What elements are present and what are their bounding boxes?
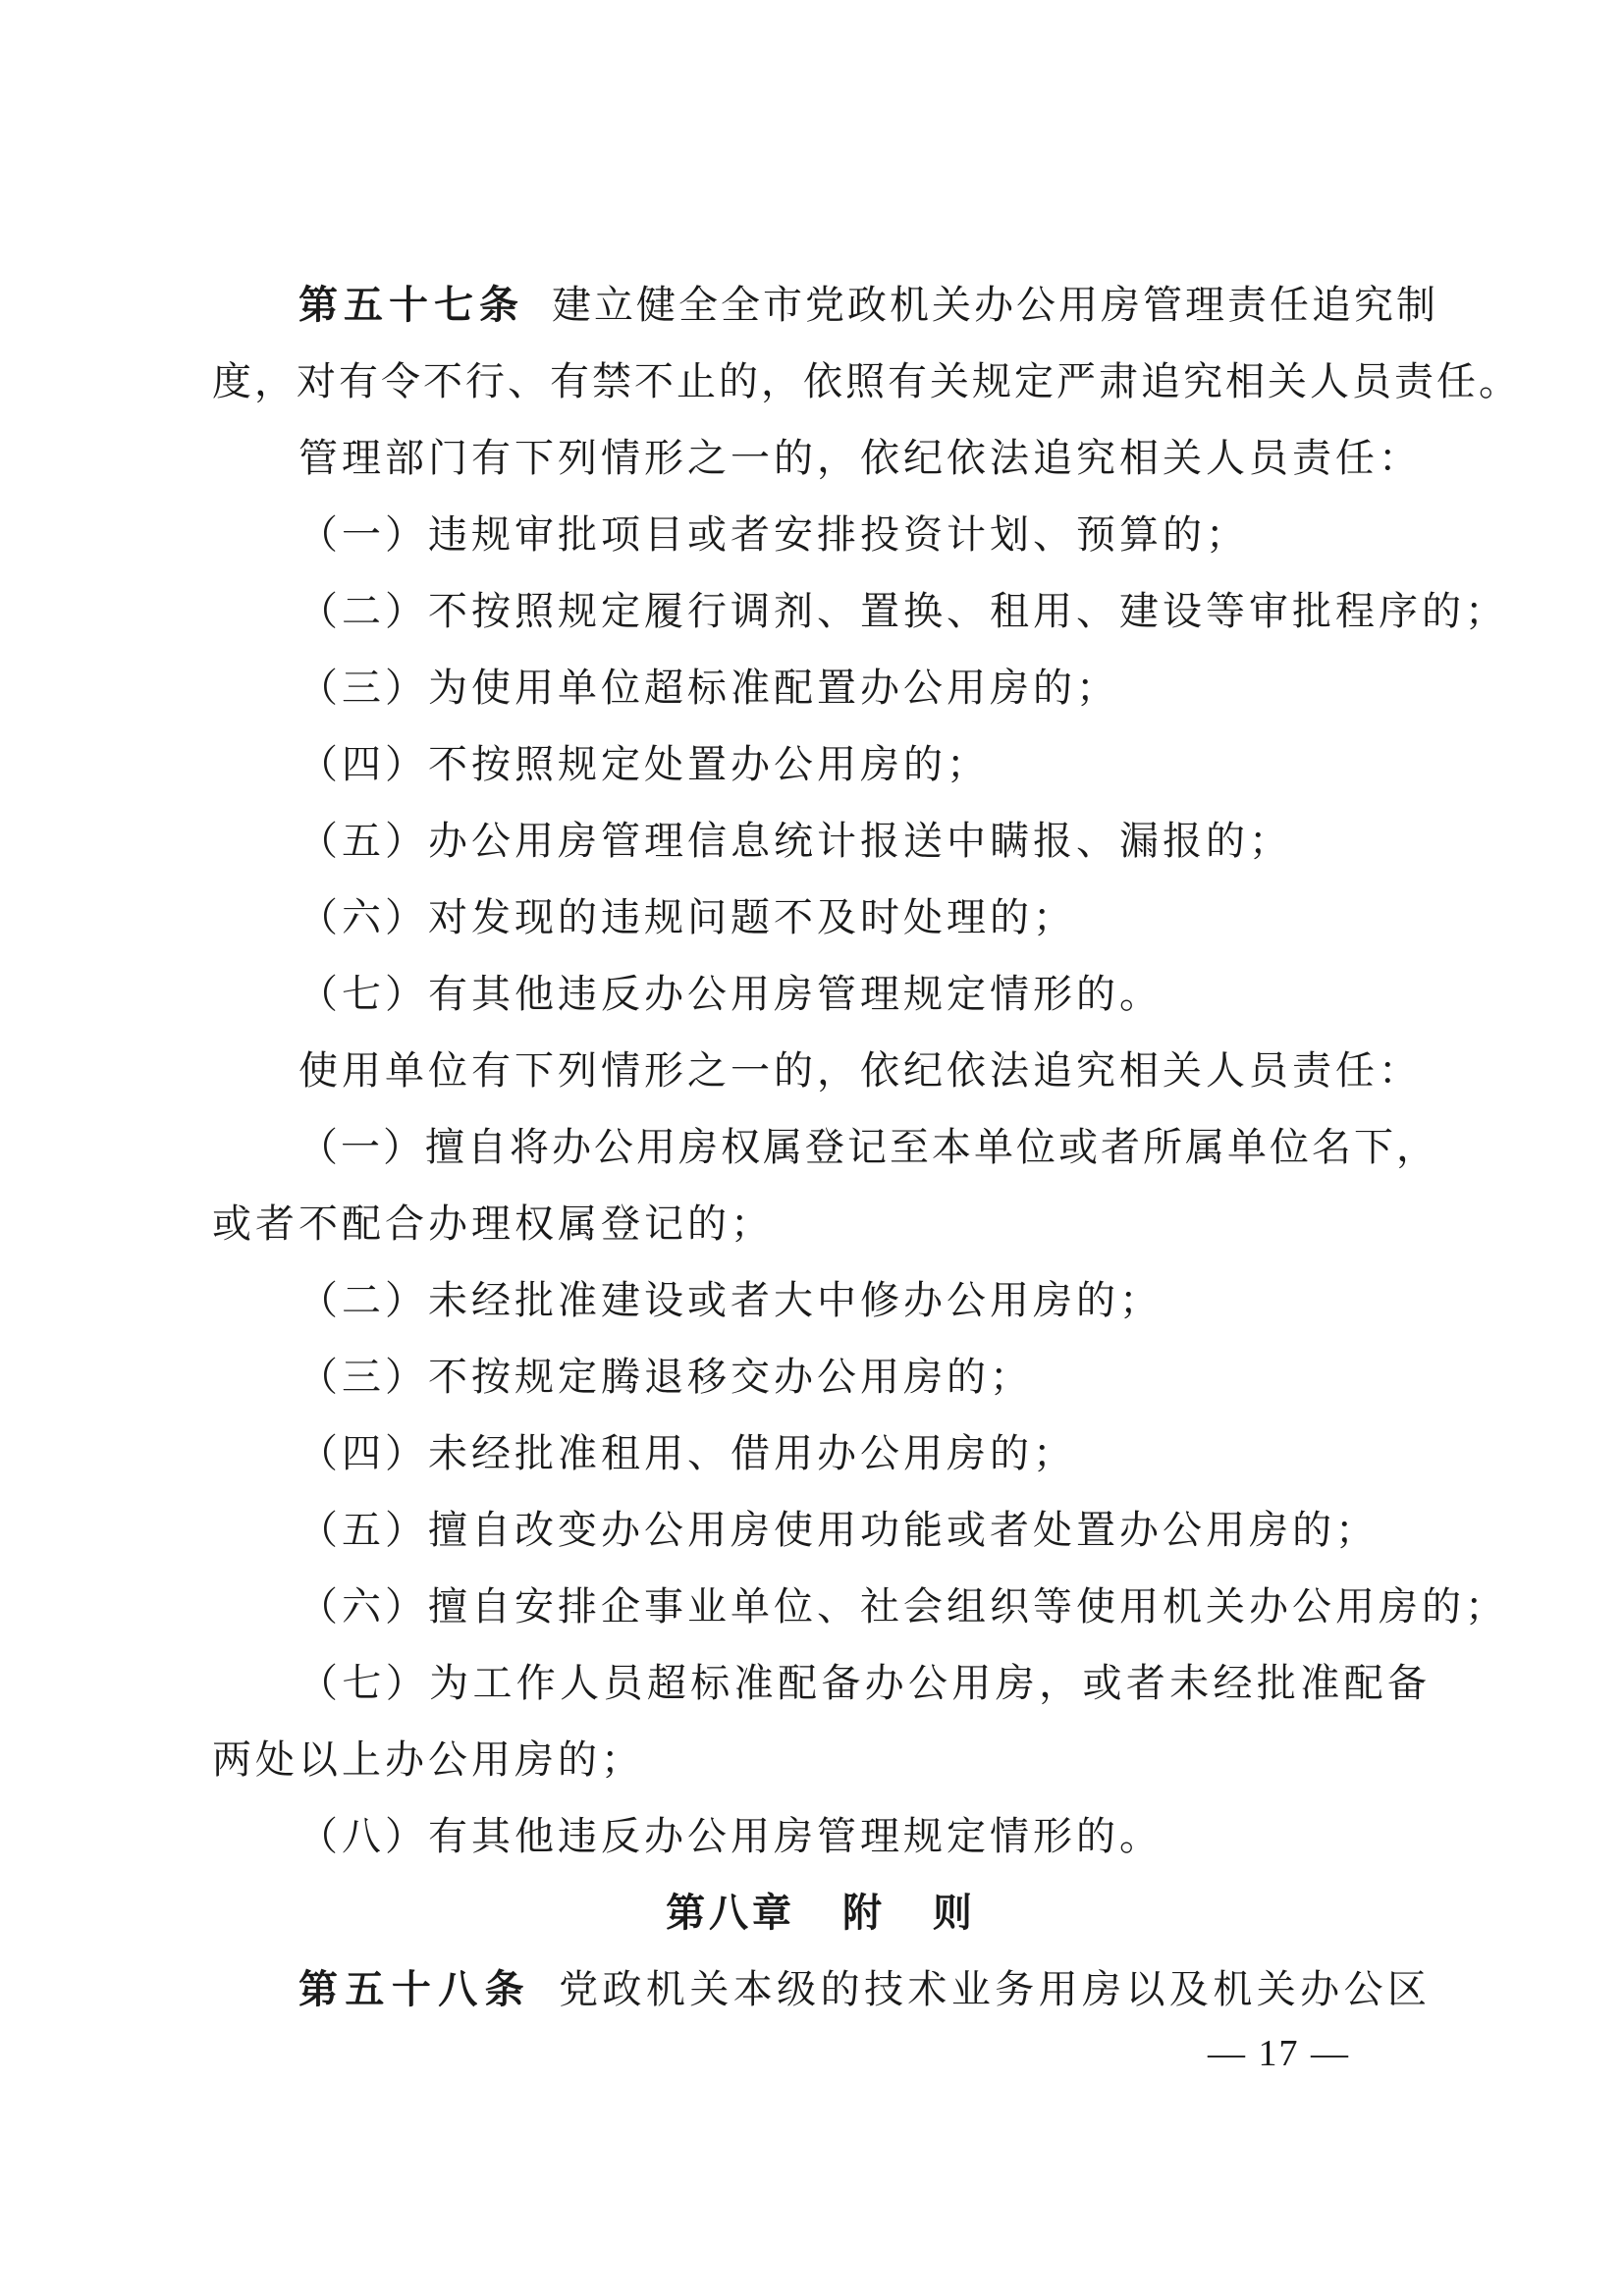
users-item-7-line-2: 两处以上办公用房的； [212,1737,644,1783]
users-item-1-line-1: （一）擅自将办公用房权属登记至本单位或者所属单位名下， [298,1125,1438,1170]
users-item-5: （五）擅自改变办公用房使用功能或者处置办公用房的； [298,1508,1379,1553]
management-item-3: （三）为使用单位超标准配置办公用房的； [298,666,1119,711]
article-58-text: 党政机关本级的技术业务用房以及机关办公区 [559,1967,1431,2012]
management-item-7: （七）有其他违反办公用房管理规定情形的。 [298,972,1163,1017]
users-item-7-line-1: （七）为工作人员超标准配备办公用房，或者未经批准配备 [298,1661,1430,1706]
article-57-heading: 第五十七条 [298,283,524,328]
management-item-4: （四）不按照规定处置办公用房的； [298,742,990,787]
article-58-heading: 第五十八条 [298,1967,532,2012]
management-item-1: （一）违规审批项目或者安排投资计划、预算的； [298,512,1249,558]
article-57-text: 建立健全全市党政机关办公用房管理责任追究制 [552,283,1438,328]
management-item-2: （二）不按照规定履行调剂、置换、租用、建设等审批程序的； [298,589,1508,634]
article-58-line-1 [212,1951,1430,2028]
management-item-5: （五）办公用房管理信息统计报送中瞒报、漏报的； [298,819,1292,864]
users-item-8: （八）有其他违反办公用房管理规定情形的。 [298,1814,1163,1859]
users-item-1-line-2: 或者不配合办理权属登记的； [212,1201,774,1247]
management-intro: 管理部门有下列情形之一的，依纪依法追究相关人员责任： [298,436,1422,481]
users-intro: 使用单位有下列情形之一的，依纪依法追究相关人员责任： [298,1048,1422,1094]
users-item-3: （三）不按规定腾退移交办公用房的； [298,1355,1033,1400]
users-item-2: （二）未经批准建设或者大中修办公用房的； [298,1278,1163,1323]
article-57-line-2: 度，对有令不行、有禁不止的，依照有关规定严肃追究相关人员责任。 [212,359,1521,404]
management-item-6: （六）对发现的违规问题不及时处理的； [298,895,1076,940]
article-57-line-1 [212,267,1438,344]
chapter-8-title: 第八章 附 则 [666,1891,976,1936]
document-body [212,267,1521,2028]
users-item-4: （四）未经批准租用、借用办公用房的； [298,1431,1076,1476]
users-item-6: （六）擅自安排企事业单位、社会组织等使用机关办公用房的； [298,1584,1508,1629]
page-number: — 17 — [1208,2033,1350,2074]
